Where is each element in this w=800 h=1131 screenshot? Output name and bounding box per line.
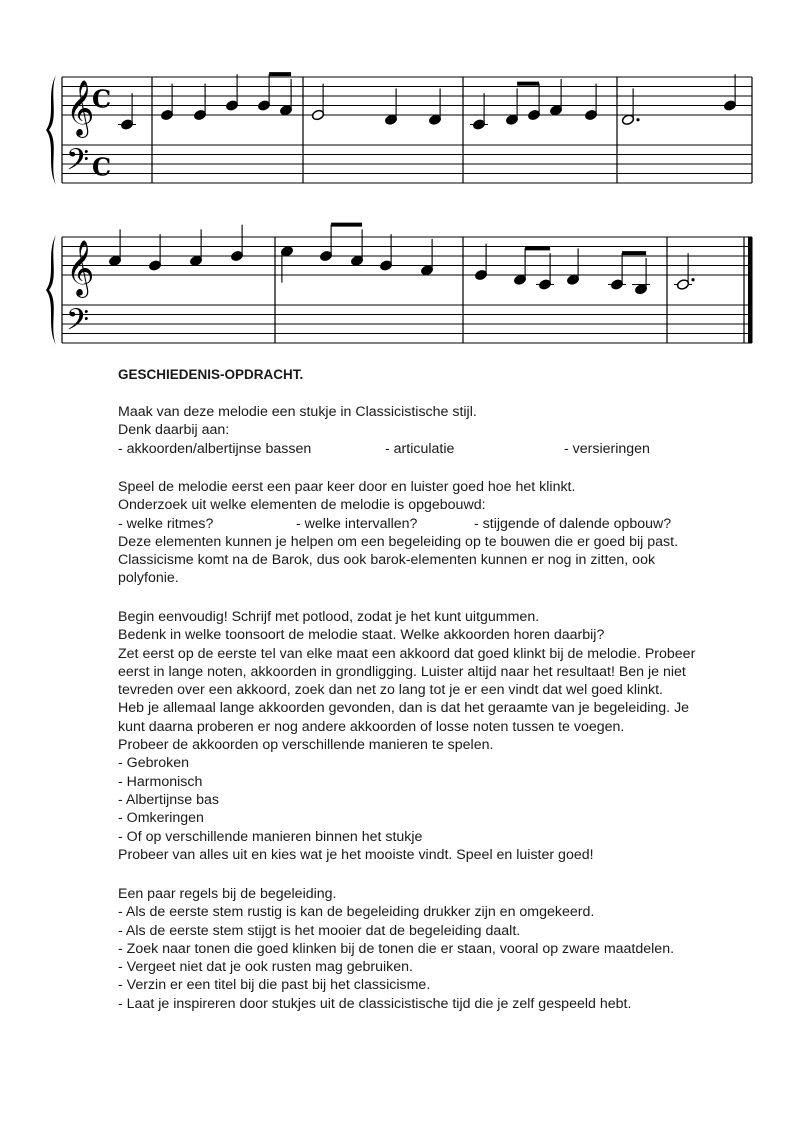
music-score	[0, 0, 800, 360]
rules-section	[118, 885, 758, 1013]
note	[160, 84, 173, 121]
explore-line: Speel de melodie eerst een paar keer door en luister goed hoe het klinkt.	[118, 479, 576, 495]
step-line: kunt daarna proberen er nog andere akkoorden of losse noten tussen te voegen.	[118, 718, 625, 735]
step-line: - Omkeringen	[118, 810, 204, 827]
note	[257, 74, 270, 111]
note	[549, 79, 562, 116]
note	[108, 229, 121, 266]
note	[536, 253, 554, 290]
explore-after-line: polyfonie.	[118, 570, 179, 587]
intro-line: Maak van deze melodie een stukje in Classicistische stijl.	[118, 404, 477, 420]
rule-line: - Als de eerste stem stijgt is het mooier dat de begeleiding daalt.	[118, 922, 521, 939]
step-line: Probeer van alles uit en kies wat je het mooiste vindt. Speel en luister goed!	[118, 846, 594, 863]
note	[420, 239, 433, 276]
explore-after-line: Deze elementen kunnen je helpen om een begeleiding op te bouwen die er goed bij past.	[118, 533, 679, 550]
note	[193, 84, 206, 121]
element-item: - stijgende of dalende opbouw?	[474, 515, 672, 532]
bass-staff	[62, 145, 752, 183]
note	[280, 245, 293, 282]
think-of-item: - versieringen	[564, 440, 650, 457]
treble-clef-icon: 𝄞	[66, 80, 95, 136]
note	[118, 93, 136, 130]
step-line: Zet eerst op de eerste tel van elke maat een akkoord dat goed klinkt bij de melodie. Probeer	[118, 645, 696, 662]
augmentation-dot	[636, 118, 639, 121]
note	[505, 88, 518, 125]
note	[230, 225, 243, 262]
brace	[46, 75, 56, 185]
rule-line: Een paar regels bij de begeleiding.	[118, 886, 337, 902]
step-line: - Harmonisch	[118, 773, 203, 790]
intro-section	[118, 403, 758, 458]
step-line: Begin eenvoudig! Schrijf met potlood, zodat je het kunt uitgummen.	[118, 609, 540, 625]
step-line: Heb je allemaal lange akkoorden gevonden, dan is dat het geraamte van je begeleiding. Je	[118, 700, 690, 717]
step-line: eerst in lange noten, akkoorden in grondligging. Luister altijd naar het resultaat! Ben je niet	[118, 663, 686, 680]
explore-line: Onderzoek uit welke elementen de melodie is opgebouwd:	[118, 497, 486, 514]
note	[225, 74, 238, 111]
note	[279, 79, 292, 116]
note	[470, 93, 488, 130]
note	[632, 258, 650, 295]
treble-clef-icon: 𝄞	[66, 240, 95, 296]
explore-section	[118, 478, 758, 588]
note	[566, 248, 579, 285]
bass-clef-icon: 𝄢	[66, 143, 90, 185]
note	[350, 229, 363, 266]
note	[513, 248, 526, 285]
step-line: - Of op verschillende manieren binnen het stukje	[118, 828, 423, 845]
note	[428, 88, 441, 125]
step-line: - Albertijnse bas	[118, 791, 219, 808]
bass-staff	[62, 305, 752, 343]
think-of-item: - akkoorden/albertijnse bassen	[118, 440, 312, 457]
element-item: - welke ritmes?	[118, 515, 214, 532]
treble-staff	[62, 237, 752, 275]
time-signature-bass: C	[92, 152, 112, 182]
note	[608, 253, 626, 290]
note	[311, 84, 324, 121]
note	[621, 88, 639, 125]
note	[189, 229, 202, 266]
think-of-list	[118, 440, 758, 458]
step-line: - Gebroken	[118, 755, 189, 772]
note	[584, 84, 597, 121]
brace	[46, 235, 56, 345]
note	[723, 74, 736, 111]
think-of-item: - articulatie	[385, 440, 455, 457]
element-item: - welke intervallen?	[296, 515, 418, 532]
intro-line: Denk daarbij aan:	[118, 422, 230, 439]
step-line: tevreden over een akkoord, zoek dan net zo lang tot je er een vindt dat wel goed klinkt.	[118, 682, 663, 699]
note	[148, 234, 161, 271]
bass-clef-icon: 𝄢	[66, 303, 90, 345]
note	[379, 234, 392, 271]
rule-line: - Laat je inspireren door stukjes uit de classicistische tijd die je zelf gespeeld hebt.	[118, 995, 632, 1012]
rule-line: - Verzin er een titel bij die past bij het classicisme.	[118, 977, 431, 994]
time-signature-treble: C	[92, 84, 112, 114]
note	[319, 225, 332, 262]
step-line: Probeer de akkoorden op verschillende manieren te spelen.	[118, 737, 494, 754]
assignment-title: GESCHIEDENIS-OPDRACHT.	[118, 367, 304, 382]
steps-section	[118, 608, 758, 864]
explore-after-line: Classicisme komt na de Barok, dus ook barok-elementen kunnen er nog in zitten, ook	[118, 552, 656, 569]
treble-staff	[62, 77, 752, 115]
note	[384, 88, 397, 125]
rule-line: - Als de eerste stem rustig is kan de begeleiding drukker zijn en omgekeerd.	[118, 904, 595, 921]
rule-line: - Vergeet niet dat je ook rusten mag gebruiken.	[118, 959, 413, 976]
elements-list	[118, 515, 758, 533]
note	[474, 244, 487, 281]
note	[674, 253, 695, 290]
final-barline-thick	[748, 237, 753, 343]
rule-line: - Zoek naar tonen die goed klinken bij de tonen die er staan, vooral op zware maatdelen.	[118, 940, 675, 957]
augmentation-dot	[691, 278, 694, 281]
step-line: Bedenk in welke toonsoort de melodie staat. Welke akkoorden horen daarbij?	[118, 627, 605, 644]
note	[527, 84, 540, 121]
